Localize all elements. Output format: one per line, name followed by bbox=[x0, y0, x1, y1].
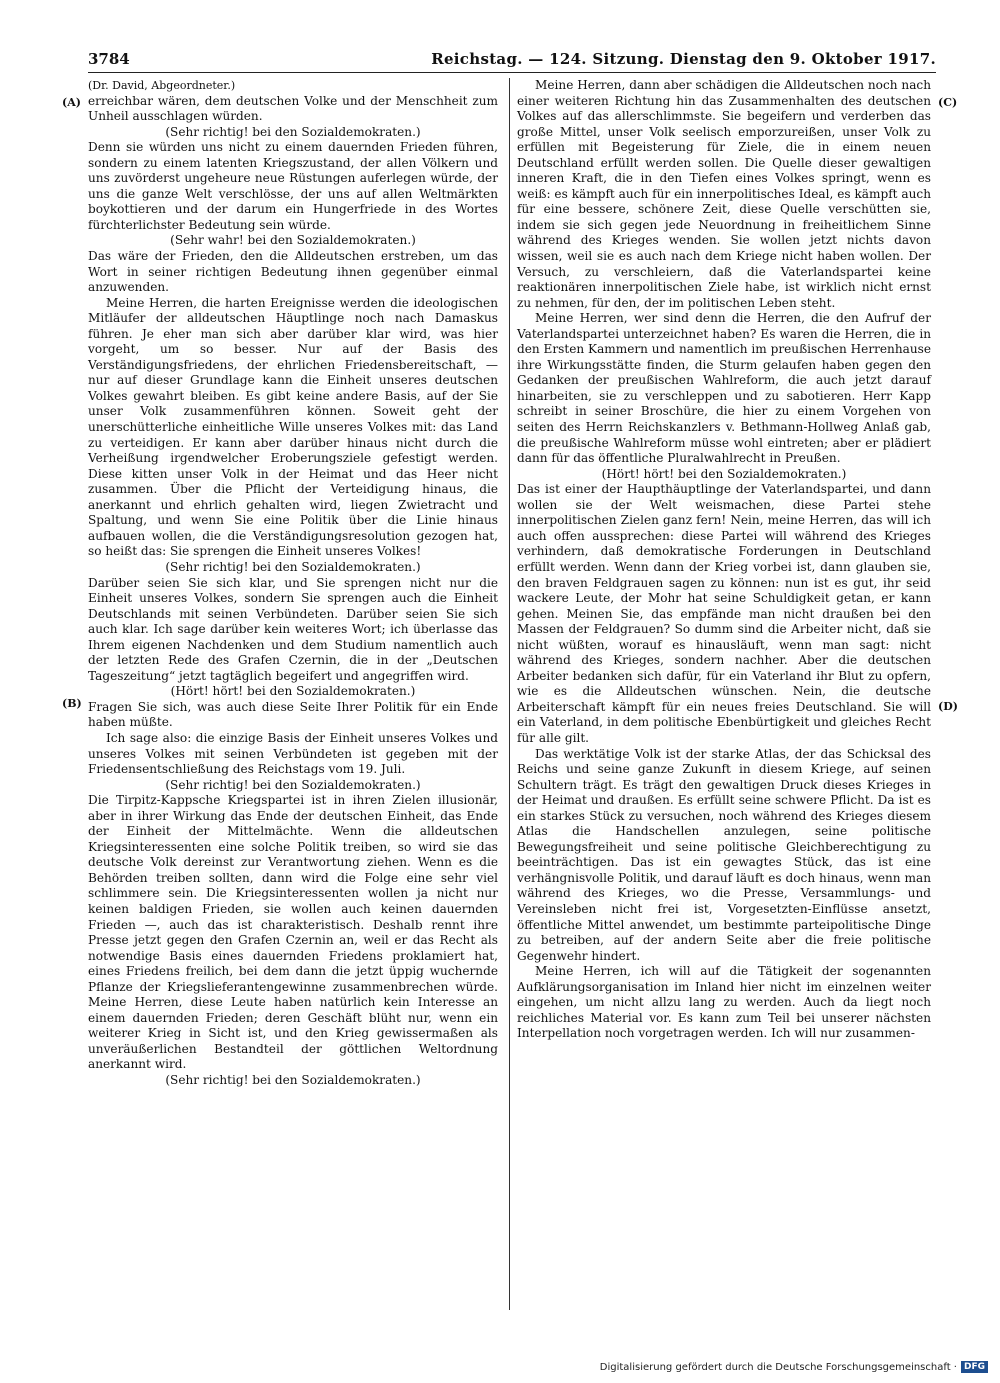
interjection: (Hört! hört! bei den Sozialdemokraten.) bbox=[601, 466, 847, 481]
interjection: (Sehr richtig! bei den Sozialdemokraten.) bbox=[165, 124, 421, 139]
column-divider bbox=[509, 78, 510, 1310]
paragraph: Das ist einer der Haupthäuptlinge der Vaterlandspartei, und dann wollen sie der Welt weismachen, diese Partei stehe innerpolitischen Zielen ganz fern! Nein, meine Herren, das will ich auch offen aussprechen: diese Partei will während des Krieges verhindern, daß demokratische Forderungen in Deutschland erfüllt werden. Wenn dann der Krieg vorbei ist, dann glauben sie, den braven Feldgrauen sagen zu können: nun ist es gut, ihr seid wackere Leute, der Mohr hat seine Schuldigkeit getan, er kann gehen. Meinen Sie, das empfände man nicht draußen bei den Massen der Feldgrauen? So dumm sind die Arbeiter nicht, daß sie nicht wüßten, worauf es hinausläuft, wenn man sagt: nicht während des Krieges, sondern nachher. Aber die deutschen Arbeiter bedanken sich dafür, für ein Vaterland ihr Blut zu opfern, wie es die Alldeutschen wünschen. Nein, die deutsche Arbeiterschaft kämpft für ein neues freies Deutschland. Sie will ein Vaterland, in dem politische Ebenbürtigkeit und gleiches Recht für alle gilt. bbox=[517, 482, 931, 745]
dfg-logo: DFG bbox=[961, 1361, 988, 1373]
paragraph: Darüber seien Sie sich klar, und Sie sprengen nicht nur die Einheit unseres Volkes, sondern Sie sprengen auch die Einheit Deutschlands mit seinen Verbündeten. Darüber seien Sie sich auch klar. Ich sage darüber kein weiteres Wort; ich überlasse das Ihrem eigenen Nachdenken und dem Studium namentlich auch der letzten Rede des Grafen Czernin, die in der „Deutschen Tageszeitung“ jetzt tagtäglich begeifert und angegriffen wird. bbox=[88, 575, 498, 683]
paragraph: Fragen Sie sich, was auch diese Seite Ihrer Politik für ein Ende haben müßte. bbox=[88, 699, 498, 730]
margin-mark-c: (C) bbox=[938, 96, 958, 109]
paragraph: Ich sage also: die einzige Basis der Einheit unseres Volkes und unseres Volkes mit seinen Verbündeten ist gegeben mit der Friedensentschließung des Reichstags vom 19. Juli. bbox=[88, 730, 498, 777]
page-header bbox=[88, 50, 936, 73]
paragraph: Denn sie würden uns nicht zu einem dauernden Frieden führen, sondern zu einem latenten Kriegszustand, der allen Völkern und uns zuvörderst ungeheure neue Rüstungen auferlegen würde, der uns die ganze Welt verschlösse, der uns auf allen Weltmärkten boykottieren und der darum ein Hungerfriede in des Wortes fürchterlichster Bedeutung sein würde. bbox=[88, 140, 498, 232]
paragraph: (Dr. David, Abgeordneter.) bbox=[88, 79, 236, 92]
paragraph: Meine Herren, die harten Ereignisse werden die ideologischen Mitläufer der alldeutschen Häuptlinge noch nach Damaskus führen. Je eher man sich aber darüber klar wird, was hier vorgeht, um so besser. Nur auf der Basis des Verständigungsfriedens, der ehrlichen Friedensbereitschaft, — nur auf dieser Grundlage kann die Einheit unseres deutschen Volkes gewahrt bleiben. Es gibt keine andere Basis, auf der Sie unser Volk zusammenführen können. Soweit geht der unerschütterliche einheitliche Wille unseres Volkes mit: das Land zu verteidigen. Er kann aber darüber hinaus nicht durch die Verheißung irgendwelcher Eroberungsziele gefestigt werden. Diese kitten unser Volk in der Heimat und das Heer nicht zusammen. Über die Pflicht der Verteidigung hinaus, die anerkannt und ehrlich gehalten wird, liegen Zwietracht und Spaltung, und wenn Sie eine Politik über die Linie hinaus aufbauen wollen, die die Verständigungsresolution gezogen hat, so heißt das: Sie sprengen die Einheit unseres Volkes! bbox=[88, 295, 498, 559]
paragraph: Das werktätige Volk ist der starke Atlas, der das Schicksal des Reichs und seine ganze Zukunft in diesem Kriege, auf seinen Schultern trägt. Es trägt den gewaltigen Druck dieses Krieges in der Heimat und draußen. Es erfüllt seine schwere Pflicht. Da ist es ein starkes Stück zu versuchen, noch während des Krieges diesem Atlas die Handschellen anzulegen, seine politische Bewegungsfreiheit und seine politische Gleichberechtigung zu beeinträchtigen. Das ist ein gewagtes Stück, das ist eine verhängnisvolle Politik, und darauf läuft es doch hinaus, wenn man während des Krieges, wo die Presse, Versammlungs- und Vereinsleben nicht frei ist, Vorgesetzten-Einflüsse ansetzt, öffentliche Mittel anwendet, um bestimmte parteipolitische Dinge zu betreiben, auf der andern Seite aber die freie politische Gegenwehr hindert. bbox=[517, 746, 931, 963]
left-column bbox=[88, 78, 498, 1089]
interjection: (Sehr wahr! bei den Sozialdemokraten.) bbox=[170, 233, 416, 248]
paragraph: erreichbar wären, dem deutschen Volke und der Menschheit zum Unheil ausschlagen würden. bbox=[88, 93, 498, 124]
paragraph: Das wäre der Frieden, den die Alldeutschen erstreben, um das Wort in seiner richtigen Bedeutung ihnen gegenüber einmal anzuwenden. bbox=[88, 249, 498, 295]
interjection: (Hört! hört! bei den Sozialdemokraten.) bbox=[170, 684, 416, 699]
margin-mark-b: (B) bbox=[62, 697, 82, 710]
interjection: (Sehr richtig! bei den Sozialdemokraten.) bbox=[165, 777, 421, 792]
running-title: Reichstag. — 124. Sitzung. Dienstag den 9. Oktober 1917. bbox=[431, 50, 936, 68]
paragraph: Meine Herren, dann aber schädigen die Alldeutschen noch nach einer weiteren Richtung hin das Zusammenhalten des deutschen Volkes auf das allerschlimmste. Sie begeifern und verderben das große Mittel, unser Volk seelisch emporzureißen, unser Volk zu erfüllen mit Begeisterung für Ziele, die in einem neuen Deutschland erfüllt werden sollen. Die Quelle dieser gewaltigen inneren Kraft, die in den Tiefen eines Volkes springt, wenn es weiß: es kämpft auch für ein innerpolitisches Ideal, es kämpft auch für eine bessere, schönere Zeit, diese Quelle verschütten sie, indem sie sich gegen jede Neuordnung in freiheitlichem Sinne während des Krieges wenden. Sie wollen jetzt nichts davon wissen, weil sie es auch nach dem Kriege nicht haben wollen. Der Versuch, zu verschleiern, daß die Vaterlandspartei keine reaktionären innerpolitischen Ziele habe, ist wirklich nicht ernst zu nehmen, für den, der im politischen Leben steht. bbox=[517, 78, 931, 310]
margin-mark-d: (D) bbox=[938, 700, 958, 713]
paragraph: Meine Herren, ich will auf die Tätigkeit der sogenannten Aufklärungsorganisation im Inland hier nicht im einzelnen weiter eingehen, um nicht allzu lang zu werden. Auch da liegt noch reichliches Material vor. Es kann zum Teil bei unserer nächsten Interpellation noch vorgetragen werden. Ich will nur zusammen- bbox=[517, 964, 931, 1041]
paragraph: Meine Herren, wer sind denn die Herren, die den Aufruf der Vaterlandspartei unterzeichnet haben? Es waren die Herren, die in den Ersten Kammern und namentlich im preußischen Herrenhause ihre Wirkungsstätte finden, die Sturm gelaufen haben gegen den Gedanken der preußischen Wahlreform, die auch jetzt darauf hinarbeiten, sie zu verschleppen und zu sabotieren. Herr Kapp schreibt in seiner Broschüre, die hier zu einem Vorgehen von seiten des Herrn Reichskanzlers v. Bethmann-Hollweg Anlaß gab, die preußische Wahlreform müsse wohl eintreten; aber er plädiert dann für das öffentliche Pluralwahlrecht in Preußen. bbox=[517, 311, 931, 466]
interjection: (Sehr richtig! bei den Sozialdemokraten.) bbox=[165, 559, 421, 574]
margin-mark-a: (A) bbox=[62, 96, 81, 109]
right-column bbox=[517, 78, 931, 1042]
paragraph: Die Tirpitz-Kappsche Kriegspartei ist in ihren Zielen illusionär, aber in ihrer Wirkung das Ende der deutschen Einheit, das Ende der Einheit der Mittelmächte. Wenn die alldeutschen Kriegsinteressenten eine solche Politik treiben, so wird sie das deutsche Volk dereinst zur Verantwortung ziehen. Wenn es die Behörden treiben sollten, dann wird die Folge eine sehr viel schlimmere sein. Die Kriegsinteressenten wollen ja nicht nur keinen baldigen Frieden, sie wollen auch keinen dauernden Frieden —, auch das ist charakteristisch. Deshalb rennt ihre Presse jetzt gegen den Grafen Czernin an, weil er das Recht als notwendige Basis eines dauernden Friedens proklamiert hat, eines Friedens freilich, bei dem dann die jetzt üppig wuchernde Pflanze der Kriegslieferantengewinne zusammenbrechen würde. Meine Herren, diese Leute haben natürlich kein Interesse an einem dauernden Frieden; deren Geschäft blüht nur, wenn ein weiterer Krieg in Sicht ist, und den Krieg gewissermaßen als unveräußerlichen Bestandteil der göttlichen Weltordnung anerkannt wird. bbox=[88, 793, 498, 1072]
footer-text: Digitalisierung gefördert durch die Deutsche Forschungsgemeinschaft · bbox=[599, 1361, 957, 1373]
footer bbox=[600, 1361, 988, 1373]
interjection: (Sehr richtig! bei den Sozialdemokraten.) bbox=[165, 1073, 421, 1087]
page-number: 3784 bbox=[88, 50, 130, 68]
